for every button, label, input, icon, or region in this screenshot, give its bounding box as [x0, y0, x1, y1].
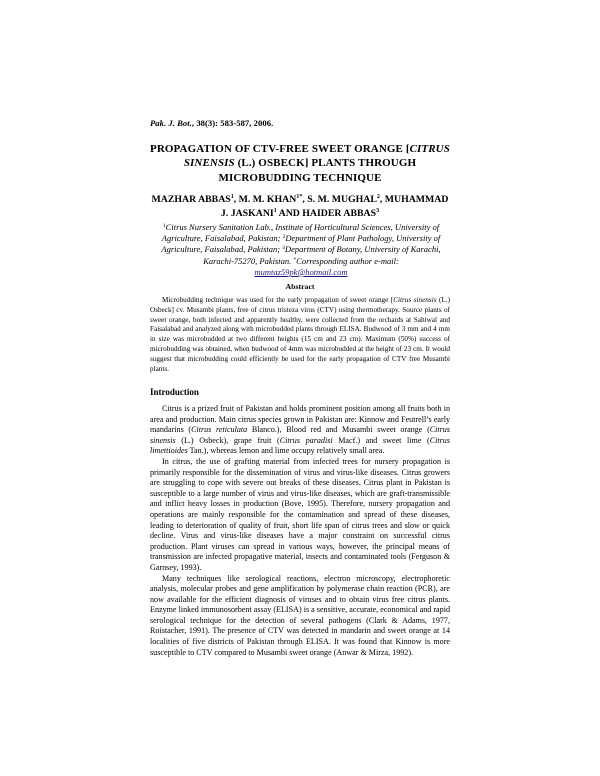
body-text: Blanco.), Blood red and Musambi sweet orange (	[247, 425, 430, 435]
author-list	[150, 193, 450, 220]
author-affiliation-mark: 1	[273, 207, 277, 214]
corresponding-author-label: Corresponding author e-mail:	[296, 255, 399, 266]
corresponding-email-link[interactable]: mumtaz59pk@hotmail.com	[254, 266, 348, 277]
journal-name: Pak. J. Bot.	[150, 118, 192, 128]
body-text: Citrus is a prized fruit of Pakistan and holds prominent position among all fruits both in area and production. Main citrus species grown in Pakistan are: Kinnow and Feutrell’s early mandarins (	[150, 404, 450, 435]
title-part: PROPAGATION OF CTV-FREE SWEET ORANGE [	[150, 143, 410, 155]
body-text: (L.) Osbeck), grape fruit (	[175, 435, 280, 445]
affiliation-mark: 3	[282, 245, 285, 252]
abstract-paragraph	[150, 296, 450, 374]
introduction-heading: Introduction	[150, 387, 199, 397]
body-text: Macf.) and sweet lime (	[332, 435, 430, 445]
author-name: , S. M. MUGHAL	[302, 194, 377, 205]
abstract-text: (L.) Osbeck] cv. Musambi plants, free of citrus tristeza virus (CTV) using thermotherapy. Source plants of sweet orange, both infected and apparently healthy, were collected from the orchards at Sahiwal and Faisalabad and analyzed along with microbudded plants through ELISA. Budwood of 3 mm and 4 mm in size was microbudded at two different heights (15 cm and 23 cm). Maximum (50%) success of microbudding was obtained, when budwood of 4mm was microbudded at the height of 23 cm. It would suggest that microbudding could efficiently be used for the early propagation of CTV free Musambi plants.	[150, 296, 450, 373]
body-text: Tan.), whereas lemon and lime occupy relatively small area.	[187, 446, 385, 456]
author-name: , M. M. KHAN	[233, 194, 297, 205]
abstract-heading: Abstract	[285, 282, 315, 291]
affiliation-text: Department of Plant Pathology, University of Agriculture, Faisalabad, Pakistan;	[161, 233, 441, 255]
affiliations	[156, 222, 446, 278]
author-affiliation-mark: 1*	[296, 194, 303, 200]
corresponding-mark: *	[293, 256, 297, 263]
author-affiliation-mark: 1	[230, 194, 234, 200]
paper-title	[150, 142, 450, 185]
journal-citation: Pak. J. Bot., 38(3): 583-587, 2006.	[150, 118, 274, 128]
author-name: , MUHAMMAD J. JASKANI	[220, 194, 449, 219]
species-name: Citrus limettioides	[150, 435, 450, 456]
author-name: AND HAIDER ABBAS	[276, 207, 377, 219]
affiliation-mark: 2	[282, 234, 286, 241]
author-affiliation-mark: 3	[376, 207, 380, 214]
author-affiliation-mark: 2	[376, 194, 380, 200]
affiliation-text: Citrus Nursery Sanitation Lab., Institute of Horticultural Sciences, University of Agriculture, Faisalabad, Pakistan;	[161, 222, 440, 244]
author-name: MAZHAR ABBAS	[151, 194, 231, 205]
affiliation-text: Department of Botany, University of Karachi, Karachi-75270, Pakistan.	[203, 244, 441, 266]
species-name: Citrus sinensis	[150, 425, 451, 445]
title-species: CITRUS SINENSIS	[183, 143, 450, 170]
intro-paragraph-1	[150, 404, 450, 457]
introduction-body	[150, 404, 450, 658]
affiliation-mark: 1	[162, 223, 166, 229]
title-part: (L.) OSBECK] PLANTS THROUGH MICROBUDDING TECHNIQUE	[218, 157, 417, 184]
journal-volume-pages: 38(3): 583-587, 2006.	[196, 118, 274, 128]
species-name: Citrus reticulata	[191, 425, 248, 435]
abstract-species: Citrus sinensis	[393, 296, 437, 304]
abstract-body	[150, 296, 450, 374]
intro-paragraph-3: Many techniques like serological reactions, electron microscopy, electrophoretic analysis, molecular probes and gene amplification by polymerase chain reaction (PCR), are now available for the efficient diagnosis of viruses and to obtain virus free citrus plants. Enzyme linked immunosorbent assay (ELISA) is a sensitive, accurate, economical and rapid serological technique for the detection of several pathogens (Clark & Adams, 1977, Roistacher, 1991). The presence of CTV was detected in mandarin and sweet orange at 14 localities of five districts of Pakistan through ELISA. It was found that Kinnow is more susceptible to CTV compared to Musambi sweet orange (Anwar & Mirza, 1992).	[150, 573, 450, 657]
abstract-text: Microbudding technique was used for the early propagation of sweet orange [	[162, 296, 394, 304]
intro-paragraph-2: In citrus, the use of grafting material from infected trees for nursery propagation is primarily responsible for the dissemination of virus and virus-like diseases. Citrus growers are struggling to cope with severe out breaks of these diseases. Citrus plant in Pakistan is susceptible to a large number of virus and virus-like diseases, which are graft-transmissible and inflict heavy losses in production (Bove, 1995). Therefore, nursery propagation and operations are mainly responsible for the contamination and spread of these diseases, leading to deterioration of quality of fruit, short life span of citrus trees and slow or quick decline. Virus and virus-like diseases have a major constraint on successful citrus production. Plant viruses can spread in various ways, however, the principal means of transmission are infected propagative material, insects and contaminated tools (Ferguson & Garnsey, 1993).	[150, 456, 450, 572]
species-name: Citrus paradisi	[279, 435, 333, 445]
